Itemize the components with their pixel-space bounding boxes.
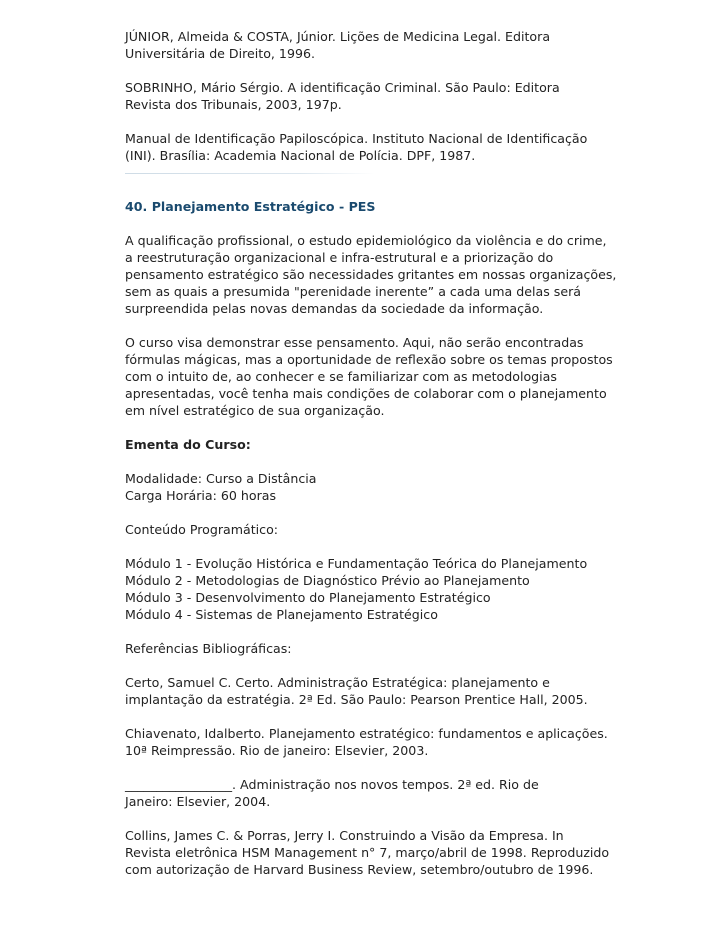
references-title: Referências Bibliográficas:: [125, 641, 292, 656]
text-line: Manual de Identificação Papiloscópica. Instituto Nacional de Identificação: [125, 131, 588, 146]
module-item: Módulo 4 - Sistemas de Planejamento Estratégico: [125, 607, 438, 622]
text-line: em nível estratégico de sua organização.: [125, 403, 385, 418]
module-list: [125, 555, 665, 623]
text-line: _________________. Administração nos novos tempos. 2ª ed. Rio de: [125, 777, 539, 792]
text-line: implantação da estratégia. 2ª Ed. São Paulo: Pearson Prentice Hall, 2005.: [125, 692, 588, 707]
text-line: (INI). Brasília: Academia Nacional de Polícia. DPF, 1987.: [125, 148, 476, 163]
document-page: [125, 28, 665, 895]
purpose-paragraph: [125, 334, 665, 419]
text-line: com autorização de Harvard Business Review, setembro/outubro de 1996.: [125, 862, 594, 877]
text-line: apresentadas, você tenha mais condições de colaborar com o planejamento: [125, 386, 607, 401]
course-details: [125, 470, 665, 504]
text-line: surpreendida pelas novas demandas da sociedade da informação.: [125, 301, 544, 316]
section-divider: [125, 173, 375, 174]
modality-line: Modalidade: Curso a Distância: [125, 471, 317, 486]
text-line: O curso visa demonstrar esse pensamento. Aqui, não serão encontradas: [125, 335, 584, 350]
text-line: Chiavenato, Idalberto. Planejamento estratégico: fundamentos e aplicações.: [125, 726, 608, 741]
intro-paragraph: [125, 232, 665, 317]
text-line: Certo, Samuel C. Certo. Administração Estratégica: planejamento e: [125, 675, 550, 690]
module-item: Módulo 2 - Metodologias de Diagnóstico Prévio ao Planejamento: [125, 573, 530, 588]
text-line: fórmulas mágicas, mas a oportunidade de reflexão sobre os temas propostos: [125, 352, 613, 367]
reference-entry-junior: [125, 28, 665, 62]
section-heading: 40. Planejamento Estratégico - PES: [125, 199, 376, 214]
text-line: JÚNIOR, Almeida & COSTA, Júnior. Lições de Medicina Legal. Editora: [125, 29, 551, 44]
text-line: Collins, James C. & Porras, Jerry I. Construindo a Visão da Empresa. In: [125, 828, 564, 843]
workload-line: Carga Horária: 60 horas: [125, 488, 277, 503]
program-title: Conteúdo Programático:: [125, 522, 279, 537]
text-line: Universitária de Direito, 1996.: [125, 46, 315, 61]
text-line: a reestruturação organizacional e infra-estrutural e a priorização do: [125, 250, 554, 265]
reference-entry-chiavenato: [125, 725, 665, 759]
text-line: com o intuito de, ao conhecer e se familiarizar com as metodologias: [125, 369, 557, 384]
text-line: A qualificação profissional, o estudo epidemiológico da violência e do crime,: [125, 233, 607, 248]
reference-entry-sobrinho: [125, 79, 665, 113]
ementa-title: Ementa do Curso:: [125, 437, 251, 452]
module-item: Módulo 1 - Evolução Histórica e Fundamentação Teórica do Planejamento: [125, 556, 588, 571]
text-line: Revista eletrônica HSM Management n° 7, março/abril de 1998. Reproduzido: [125, 845, 610, 860]
text-line: pensamento estratégico são necessidades gritantes em nossas organizações,: [125, 267, 617, 282]
reference-entry-collins: [125, 827, 665, 878]
reference-entry-certo: [125, 674, 665, 708]
reference-entry-administracao: [125, 776, 665, 810]
module-item: Módulo 3 - Desenvolvimento do Planejamento Estratégico: [125, 590, 491, 605]
text-line: SOBRINHO, Mário Sérgio. A identificação Criminal. São Paulo: Editora: [125, 80, 560, 95]
reference-entry-manual: [125, 130, 665, 164]
text-line: sem as quais a presumida "perenidade inerente” a cada uma delas será: [125, 284, 581, 299]
text-line: Revista dos Tribunais, 2003, 197p.: [125, 97, 342, 112]
text-line: Janeiro: Elsevier, 2004.: [125, 794, 271, 809]
text-line: 10ª Reimpressão. Rio de janeiro: Elsevier, 2003.: [125, 743, 429, 758]
